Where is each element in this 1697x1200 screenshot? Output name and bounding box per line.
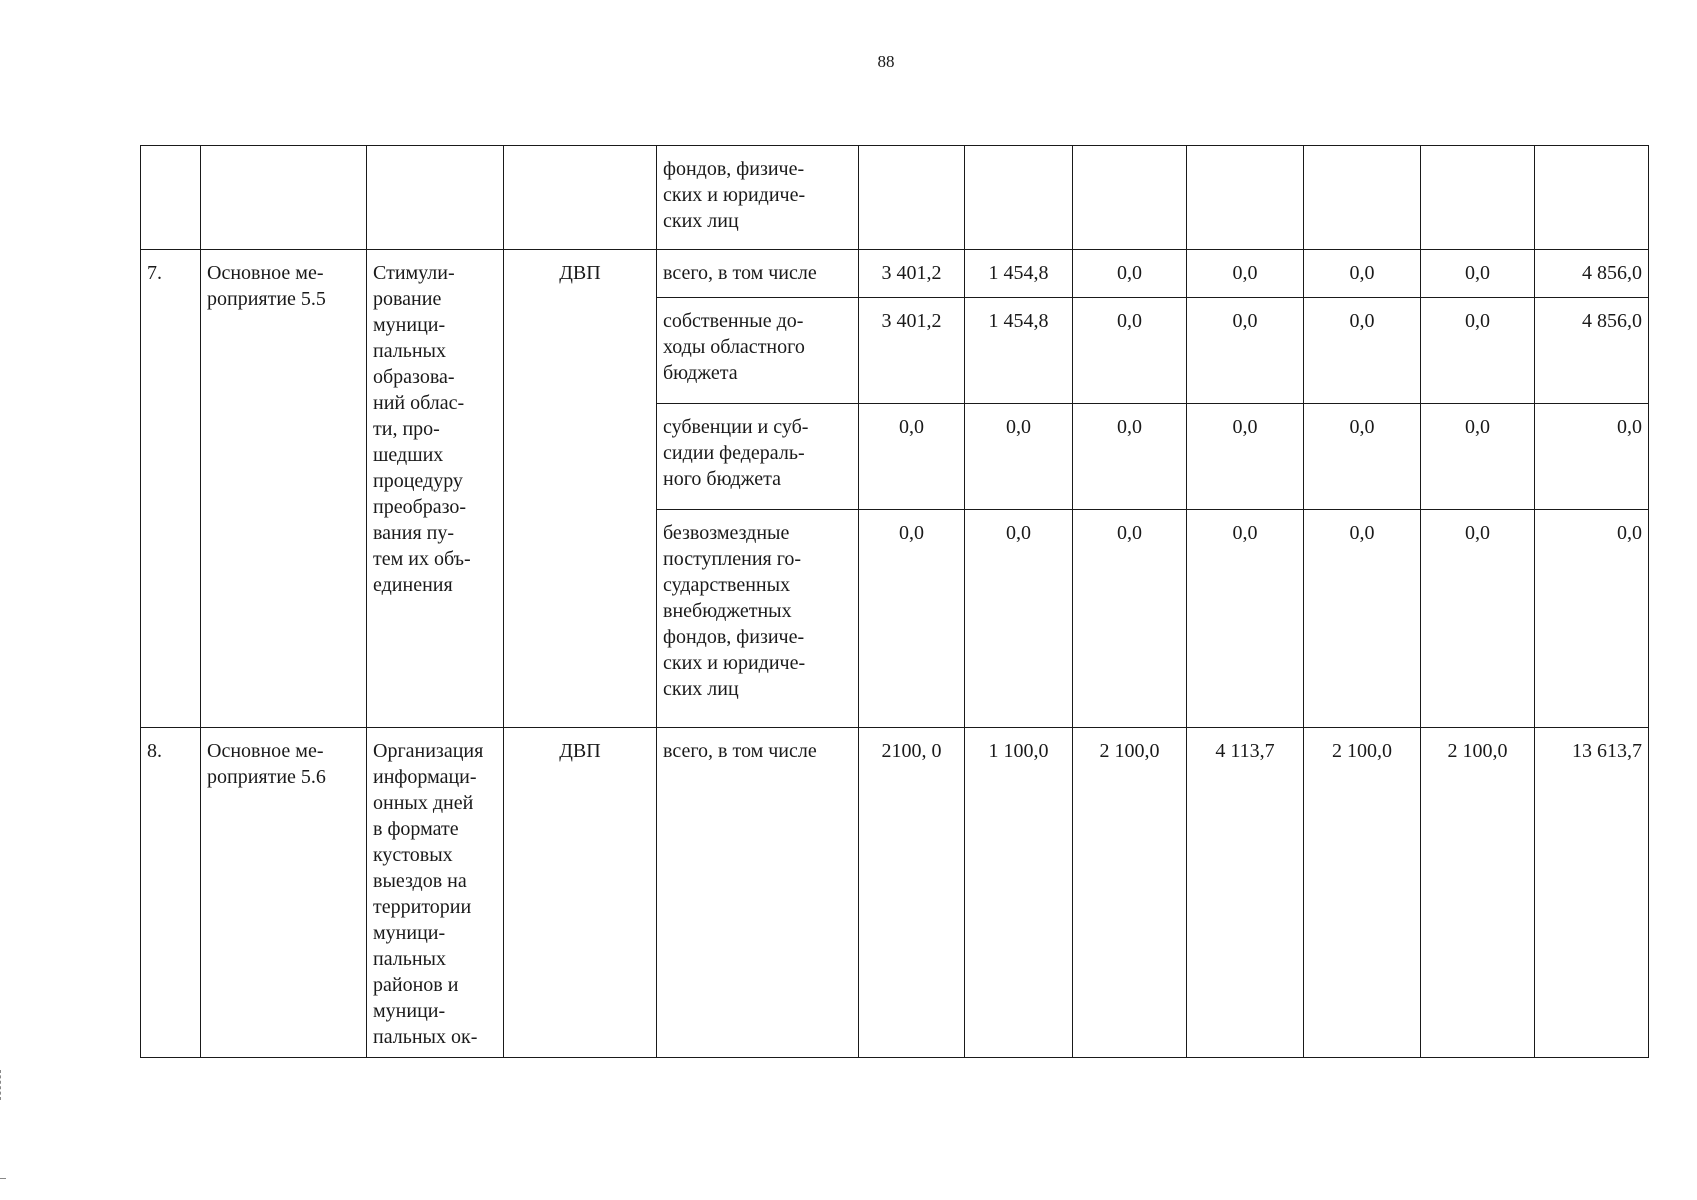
cell-value: 0,0 [1421, 298, 1535, 404]
cell-value: 0,0 [859, 510, 965, 728]
cell-funding-source: субвенции и суб- сидии федераль- ного бюджета [657, 404, 859, 510]
cell-funding-source: собственные до- ходы областного бюджета [657, 298, 859, 404]
cell-title: Организация информаци- онных дней в формате кустовых выездов на территории муници- пальных районов и муници- пальных ок- [367, 728, 504, 1058]
cell-value: 0,0 [965, 510, 1073, 728]
cell-title: Стимули- рование муници- пальных образова- ний облас- ти, про- шедших процедуру преобразо- вания пу- тем их объ- единения [367, 250, 504, 728]
cell-value: 0,0 [1304, 298, 1421, 404]
scan-edge-dot [0, 1178, 6, 1179]
cell-value: 0,0 [1187, 250, 1304, 298]
cell-value: 2100, 0 [859, 728, 965, 1058]
cell-value: 2 100,0 [1304, 728, 1421, 1058]
cell-value: 0,0 [1421, 510, 1535, 728]
cell-funding-source: всего, в том числе [657, 250, 859, 298]
cell-value [859, 146, 965, 250]
cell-funding-source: фондов, физиче- ских и юридиче- ских лиц [657, 146, 859, 250]
table-row-7-total [141, 250, 1649, 298]
cell-value: 1 454,8 [965, 298, 1073, 404]
cell-value: 0,0 [1304, 510, 1421, 728]
cell-event: Основное ме- роприятие 5.5 [201, 250, 367, 728]
cell-value: 1 100,0 [965, 728, 1073, 1058]
cell-value [1535, 146, 1649, 250]
cell-value: 0,0 [1304, 250, 1421, 298]
cell-value: 2 100,0 [1421, 728, 1535, 1058]
cell-event: Основное ме- роприятие 5.6 [201, 728, 367, 1058]
cell-value: 0,0 [1073, 250, 1187, 298]
cell-value: 3 401,2 [859, 298, 965, 404]
cell-funding-source: безвозмездные поступления го- сударственных внебюджетных фондов, физиче- ских и юридиче- ских лиц [657, 510, 859, 728]
cell-value: 0,0 [1073, 404, 1187, 510]
cell-no: 7. [141, 250, 201, 728]
cell-value: 0,0 [965, 404, 1073, 510]
table-row-continuation [141, 146, 1649, 250]
cell-value: 0,0 [1187, 404, 1304, 510]
cell-value: 0,0 [1073, 510, 1187, 728]
cell-value: 2 100,0 [1073, 728, 1187, 1058]
cell-value [1421, 146, 1535, 250]
cell-value: 4 113,7 [1187, 728, 1304, 1058]
cell-value-total: 0,0 [1535, 510, 1649, 728]
cell-value-total: 13 613,7 [1535, 728, 1649, 1058]
cell-no: 8. [141, 728, 201, 1058]
cell-value [1304, 146, 1421, 250]
page-number: 88 [877, 52, 895, 71]
cell-value: 3 401,2 [859, 250, 965, 298]
cell-event [201, 146, 367, 250]
cell-value: 0,0 [859, 404, 965, 510]
cell-no [141, 146, 201, 250]
cell-executor [504, 146, 657, 250]
cell-value [1187, 146, 1304, 250]
cell-title [367, 146, 504, 250]
cell-funding-source: всего, в том числе [657, 728, 859, 1058]
cell-value: 0,0 [1421, 250, 1535, 298]
scan-edge-marks [0, 1070, 5, 1100]
cell-executor: ДВП [504, 250, 657, 728]
table-row-8-total [141, 728, 1649, 1058]
cell-executor: ДВП [504, 728, 657, 1058]
cell-value [1073, 146, 1187, 250]
cell-value [965, 146, 1073, 250]
cell-value: 0,0 [1187, 298, 1304, 404]
cell-value: 1 454,8 [965, 250, 1073, 298]
cell-value-total: 0,0 [1535, 404, 1649, 510]
cell-value-total: 4 856,0 [1535, 250, 1649, 298]
cell-value-total: 4 856,0 [1535, 298, 1649, 404]
cell-value: 0,0 [1073, 298, 1187, 404]
cell-value: 0,0 [1421, 404, 1535, 510]
cell-value: 0,0 [1304, 404, 1421, 510]
budget-table [140, 145, 1649, 1058]
cell-value: 0,0 [1187, 510, 1304, 728]
